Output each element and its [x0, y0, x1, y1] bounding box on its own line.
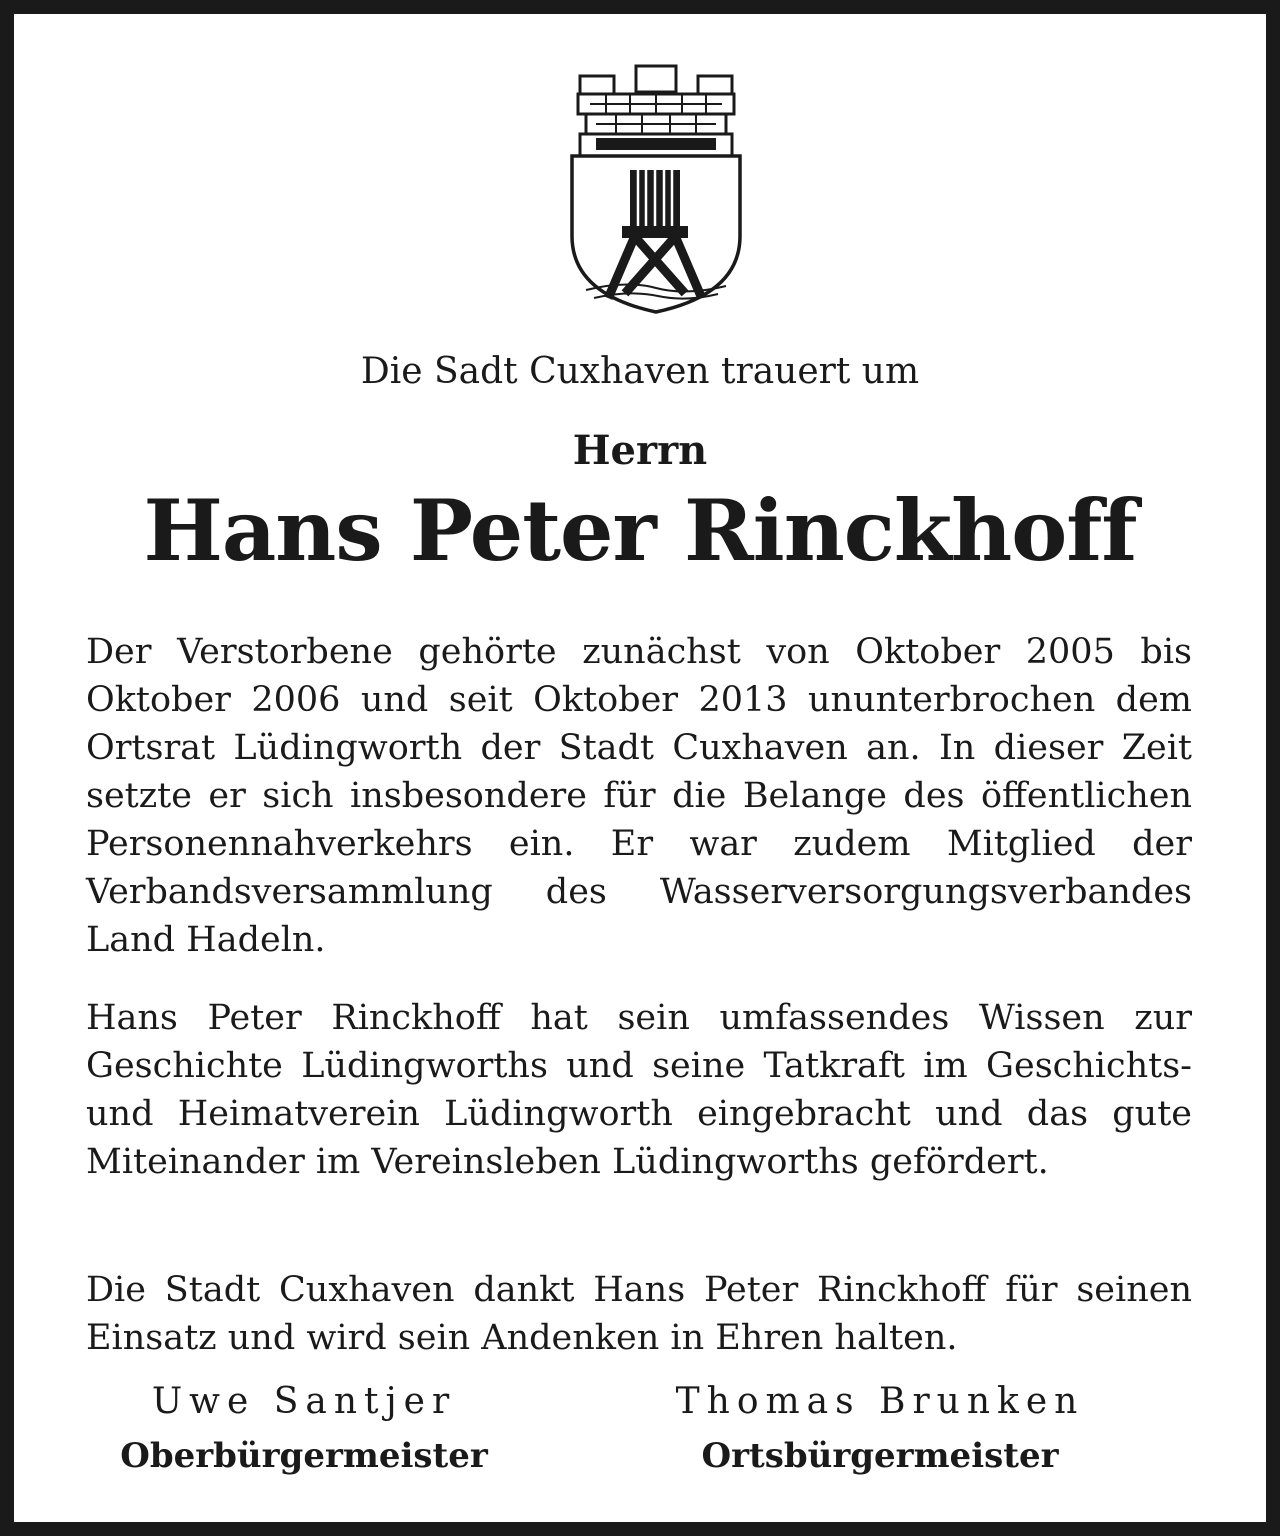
intro-line: Die Sadt Cuxhaven trauert um	[360, 351, 920, 392]
honorific: Herrn	[572, 427, 708, 474]
signatory-title: Ortsbürgermeister	[701, 1436, 1059, 1476]
paragraph-thanks: Die Stadt Cuxhaven dankt Hans Peter Rinckhoff für seinen Einsatz und wird sein Andenken in Ehren halten.	[86, 1270, 1192, 1358]
city-coat-of-arms-icon	[566, 58, 746, 316]
signatory-name: Uwe Santjer	[151, 1381, 457, 1422]
paragraph-membership: Der Verstorbene gehörte zunächst von Oktober 2005 bis Oktober 2006 und seit Oktober 2013 ununterbrochen dem Ortsrat Lüdingworth der Stadt Cuxhaven an. In dieser Zeit setzte er sich insbesondere für die Belange des öffentlichen Personennahverkehrs ein. Er war zudem Mitglied der Verbandsversammlung des Wasserversorgungsverbandes Land Hadeln.	[86, 632, 1192, 960]
deceased-name: Hans Peter Rinckhoff	[143, 481, 1137, 580]
paragraph-heritage: Hans Peter Rinckhoff hat sein umfassendes Wissen zur Geschichte Lüdingworths und seine Tatkraft im Geschichts- und Heimatverein Lüdingworth eingebracht und das gute Miteinander im Vereinsleben Lüdingworths gefördert.	[86, 998, 1192, 1182]
signatory-name: Thomas Brunken	[675, 1381, 1085, 1422]
signatory-title: Oberbürgermeister	[120, 1436, 488, 1476]
